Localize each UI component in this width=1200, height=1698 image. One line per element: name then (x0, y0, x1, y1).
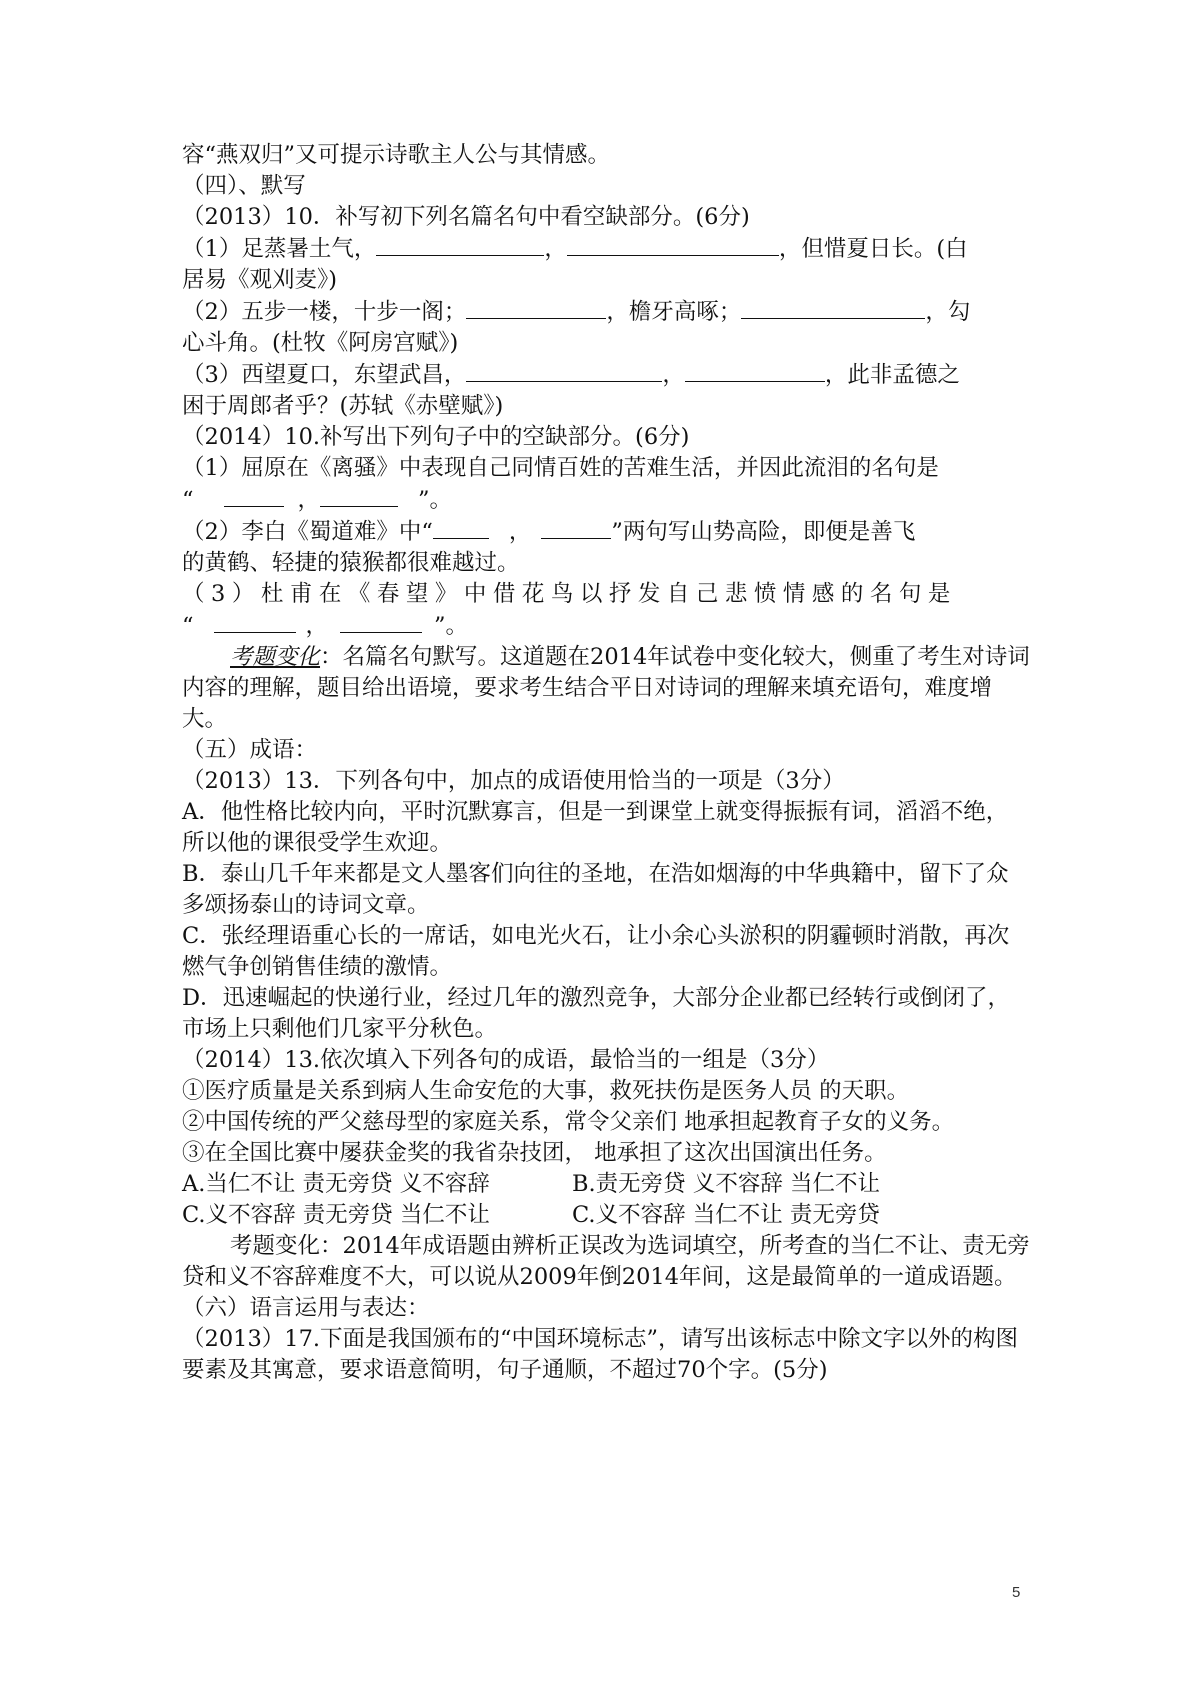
text-segment: ”。 (434, 613, 469, 639)
analysis-text: ：名篇名句默写。这道题在2014年试卷中变化较大，侧重了考生对诗词内容的理解，题目给出语境，要求考生结合平日对诗词的理解来填充语句，难度增大。 (182, 644, 1030, 732)
question-2014-10: （2014）10.补写出下列句子中的空缺部分。(6分) (182, 424, 690, 450)
fill-in-line (182, 359, 1030, 391)
text-segment: ，勾 (925, 299, 971, 325)
text-segment: ， (297, 487, 321, 513)
section-heading-idioms: （五）成语： (182, 737, 318, 763)
option-d: D．迅速崛起的快递行业，经过几年的激烈竞争，大部分企业都已经转行或倒闭了，市场上只剩他们几家平分秋色。 (182, 985, 1011, 1042)
text-segment: ， (544, 236, 567, 262)
option-c: C.义不容辞 责无旁贷 当仁不让 (182, 1202, 490, 1228)
text-segment: （2）五步一楼，十步一阁； (182, 299, 467, 325)
option-b: B．泰山几千年来都是文人墨客们向往的圣地，在浩如烟海的中华典籍中，留下了众多颂扬泰山的诗词文章。 (182, 861, 1009, 918)
options-row (182, 1169, 1030, 1200)
blank-line (224, 484, 284, 507)
text-segment: “ (182, 613, 194, 639)
analysis-label: 考题变化 (230, 644, 321, 670)
text-segment: （3）西望夏口，东望武昌， (182, 362, 467, 388)
section-heading-dictation: （四）、默写 (182, 173, 306, 199)
text-line: （1）屈原在《离骚》中表现自己同情百姓的苦难生活，并因此流泪的名句是 (182, 455, 939, 481)
section-heading-language: （六）语言运用与表达： (182, 1295, 430, 1321)
document-body (182, 140, 1030, 1386)
fill-in-line (182, 610, 1030, 642)
option-c-second: C.义不容辞 当仁不让 责无旁贷 (572, 1202, 880, 1228)
question-2013-10: （2013）10．补写初下列名篇名句中看空缺部分。(6分) (182, 204, 750, 230)
options-row (182, 1200, 1030, 1231)
text-line: 的黄鹤、轻捷的猿猴都很难越过。 (182, 550, 520, 576)
blank-line (541, 516, 611, 539)
text-line: 容“燕双归”又可提示诗歌主人公与其情感。 (182, 142, 611, 168)
fill-in-line (182, 516, 1030, 548)
blank-line (685, 359, 825, 382)
fill-in-line (182, 296, 1030, 328)
text-segment: ， (305, 613, 329, 639)
blank-line (741, 296, 925, 319)
text-segment: （1）足蒸暑土气， (182, 236, 377, 262)
text-segment: ，此非孟德之 (824, 362, 960, 388)
text-line: 心斗角。(杜牧《阿房宫赋》) (182, 330, 459, 356)
text-line: （3）杜甫在《春望》中借花鸟以抒发自己悲愤情感的名句是 (182, 581, 957, 607)
text-line: 困于周郎者乎？(苏轼《赤壁赋》) (182, 393, 504, 419)
question-2014-13: （2014）13.依次填入下列各句的成语，最恰当的一组是（3分） (182, 1047, 830, 1073)
text-segment: ， (662, 362, 685, 388)
analysis-paragraph: 考题变化：2014年成语题由辨析正误改为选词填空，所考查的当仁不让、责无旁贷和义不容辞难度不大，可以说从2009年倒2014年间，这是最简单的一道成语题。 (182, 1233, 1030, 1290)
sentence-3: ③在全国比赛中屡获金奖的我省杂技团， 地承担了这次出国演出任务。 (182, 1140, 887, 1166)
option-c: C．张经理语重心长的一席话，如电光火石，让小余心头淤积的阴霾顿时消散，再次燃气争创销售佳绩的激情。 (182, 923, 1010, 980)
fill-in-line (182, 484, 1030, 516)
blank-line (214, 610, 296, 633)
blank-line (466, 296, 606, 319)
blank-line (320, 484, 398, 507)
blank-line (433, 516, 489, 539)
analysis-paragraph (182, 642, 1030, 735)
text-segment: （2）李白《蜀道难》中“ (182, 519, 433, 545)
text-segment: ”两句写山势高险，即便是善飞 (611, 519, 916, 545)
text-segment: “ (182, 487, 194, 513)
text-line: 居易《观刈麦》) (182, 267, 338, 293)
fill-in-line (182, 233, 1030, 265)
text-segment: ， (508, 519, 532, 545)
option-a: A．他性格比较内向，平时沉默寡言，但是一到课堂上就变得振振有词，滔滔不绝，所以他的课很受学生欢迎。 (182, 799, 1009, 856)
text-segment: ，但惜夏日长。(白 (778, 236, 968, 262)
option-b: B.责无旁贷 义不容辞 当仁不让 (572, 1171, 880, 1197)
sentence-2: ②中国传统的严父慈母型的家庭关系，常令父亲们 地承担起教育子女的义务。 (182, 1109, 955, 1135)
sentence-1: ①医疗质量是关系到病人生命安危的大事，救死扶伤是医务人员 的天职。 (182, 1078, 910, 1104)
blank-line (340, 610, 422, 633)
blank-line (567, 233, 779, 256)
text-segment: ，檐牙高啄； (606, 299, 742, 325)
question-2013-17: （2013）17.下面是我国颁布的“中国环境标志”，请写出该标志中除文字以外的构图要素及其寓意，要求语意简明，句子通顺，不超过70个字。(5分) (182, 1326, 1019, 1383)
text-segment: ”。 (418, 487, 453, 513)
option-a: A.当仁不让 责无旁贷 义不容辞 (182, 1171, 490, 1197)
page-number: 5 (1012, 1584, 1021, 1601)
blank-line (466, 359, 662, 382)
question-2013-13: （2013）13．下列各句中，加点的成语使用恰当的一项是（3分） (182, 768, 845, 794)
blank-line (376, 233, 544, 256)
